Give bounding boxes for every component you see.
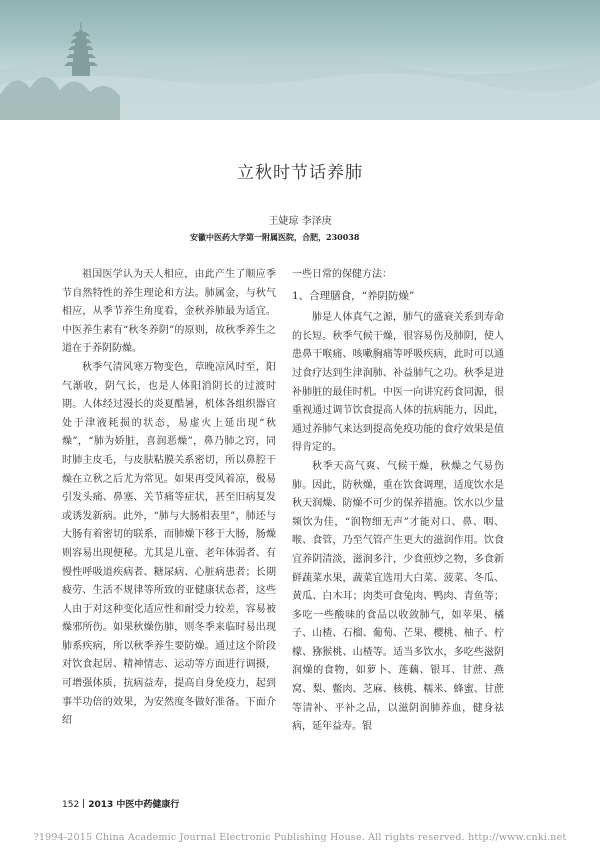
section-heading: 1、合理膳食，“养阴防燥” — [292, 289, 415, 302]
author-affiliation: 安徽中医药大学第一附属医院，合肥，230038 — [190, 232, 360, 242]
pagoda-landscape-illustration — [0, 0, 600, 120]
header-banner-image — [0, 0, 600, 120]
body-paragraph: 秋季天高气爽、气候干燥，秋燥之气易伤肺。因此，防秋燥，重在饮食调理，适度饮水是秋天润燥、防燥不可少的保养措施。饮水以少量频饮为佳，“润物细无声”才能对口、鼻、咽、喉、食管，乃至气管产生更大的滋润作用。饮食宜养阴清淡，滋润多汁，少食煎炒之物，多食新鲜蔬菜水果，蔬菜宜选用大白菜、菠菜、冬瓜、黄瓜、白木耳；肉类可食兔肉、鸭肉、青鱼等；多吃一些酸味的食品以收敛肺气，如苹果、橘子、山楂、石榴、葡萄、芒果、樱桃、柚子、柠檬、猕猴桃、山楂等。适当多饮水，多吃些滋阴润燥的食物，如萝卜、莲藕、银耳、甘蔗、燕窝、梨、鳖肉、芝麻、核桃、糯米、蜂蜜、甘蔗等清补、平补之品，以滋阴润肺养血，健身祛病，延年益寿。银 — [292, 460, 504, 733]
footer-divider — [83, 799, 84, 808]
copyright-notice: ?1994-2015 China Academic Journal Electronic Publishing House. All rights reserved. http://www.cnki.net — [33, 832, 567, 843]
left-column — [62, 266, 276, 731]
body-paragraph: 祖国医学认为天人相应，由此产生了顺应季节自然特性的养生理论和方法。肺属金，与秋气相应，从季节养生角度看，金秋养肺最为适宜。中医养生素有“秋冬养阴”的原则，故秋季养生之道在于养阴防燥。 — [62, 269, 276, 355]
body-paragraph-continued: 一些日常的保健方法： — [292, 269, 392, 280]
journal-name: 2013 中医中药健康行 — [88, 800, 180, 810]
body-paragraph: 肺是人体真气之源，肺气的盛衰关系到寿命的长短。秋季气候干燥，很容易伤及肺阴，使人患鼻干喉痛、咳嗽胸痛等呼吸疾病，此时可以通过食疗达到生津润肺、补益肺气之功。秋季是进补肺脏的最佳时机。中医一向讲究药食同源，很重视通过调节饮食提高人体的抗病能力，因此，通过养肺气来达到提高免疫功能的食疗效果是值得肯定的。 — [292, 312, 504, 454]
right-column — [292, 266, 504, 737]
body-paragraph: 秋季气清风寒万物变色，草晚凉风时至，阳气渐收，阴气长，也是人体阳消阴长的过渡时期。人体经过漫长的炎夏酷暑，机体各组织器官处于津液耗损的状态，易虚火上延出现“秋燥”，“肺为娇脏，喜润恶燥”，鼻乃肺之窍，同时肺主皮毛，与皮肤粘膜关系密切，所以鼻腔干燥在立秋之后尤为常见。如果再受风着凉，极易引发头痛、鼻塞、关节痛等症状，甚至旧病复发或诱发新病。此外，“肺与大肠相表里”，肺还与大肠有着密切的联系，而肺燥下移于大肠，肠燥则容易出现便秘。尤其是儿童、老年体弱者、有慢性呼吸道疾病者、糖尿病、心脏病患者；长期疲劳、生活不规律等所致的亚健康状态者，这些人由于对这种变化适应性和耐受力较差，容易被燥邪所伤。如果秋燥伤肺，则冬季来临时易出现肺系疾病，所以秋季养生要防燥。通过这个阶段对饮食起居、精神情志、运动等方面进行调摄，可增强体质，抗病益寿，提高自身免疫力，起到事半功倍的效果，为安然度冬做好准备。下面介绍 — [62, 361, 276, 727]
page-number: 152 — [62, 800, 80, 810]
article-title: 立秋时节话养肺 — [237, 163, 363, 183]
page-footer — [62, 797, 179, 810]
article-authors: 王婕琼 李泽庚 — [268, 216, 332, 227]
